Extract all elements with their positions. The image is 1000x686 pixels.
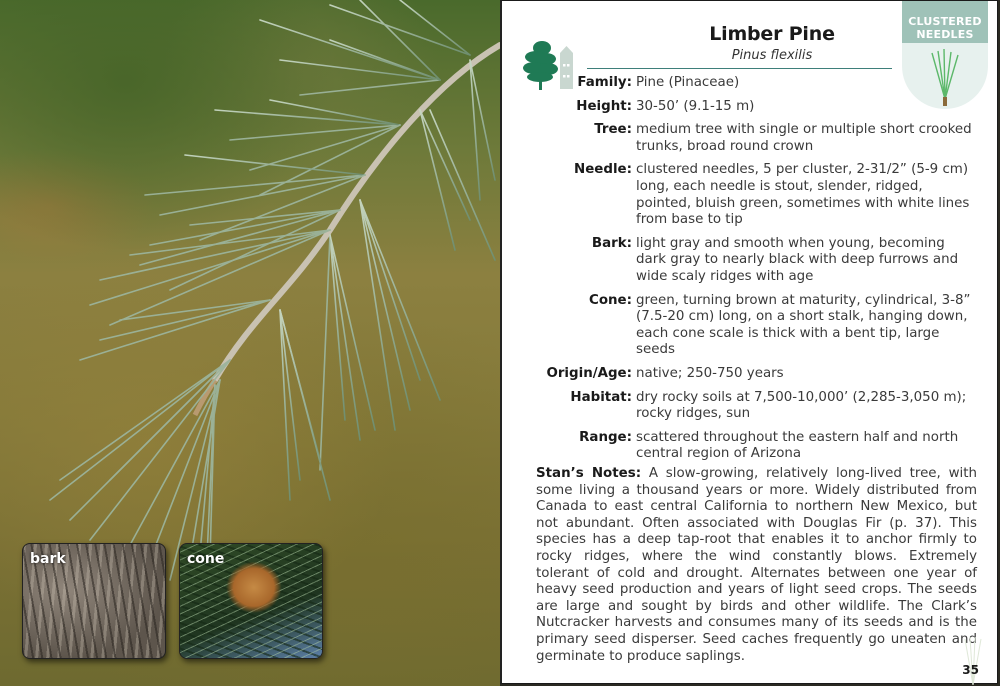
badge-label-line1: CLUSTERED bbox=[908, 15, 982, 28]
page-number: 35 bbox=[962, 663, 979, 677]
notes-label: Stan’s Notes: bbox=[536, 466, 642, 481]
fact-bark bbox=[502, 236, 982, 286]
fact-value: Pine (Pinaceae) bbox=[636, 75, 740, 90]
fact-height bbox=[502, 99, 982, 116]
badge-label bbox=[902, 1, 988, 43]
fact-habitat bbox=[502, 390, 982, 423]
cone-inset-photo bbox=[179, 543, 323, 659]
fact-label: Tree: bbox=[594, 122, 632, 138]
fact-list bbox=[502, 75, 982, 470]
fact-origin-age bbox=[502, 366, 982, 383]
fact-value: green, turning brown at maturity, cylindrical, 3-8” (7.5-20 cm) long, on a short stalk, hanging down, each cone scale is thick with a bent tip, large seeds bbox=[636, 292, 971, 358]
fact-value: clustered needles, 5 per cluster, 2-31/2” (5-9 cm) long, each needle is stout, slender, ridged, pointed, bluish green, sometimes with white lines from base to tip bbox=[636, 162, 970, 228]
fact-label: Origin/Age: bbox=[546, 365, 632, 381]
badge-label-line2: NEEDLES bbox=[916, 28, 974, 41]
latin-name: Pinus flexilis bbox=[731, 48, 813, 63]
notes-text: A slow-growing, relatively long-lived tree, with some living a thousand years or more. Widely distributed from Canada to east central California to northern New Mexico, but not abundant. Often associated with Douglas Fir (p. 37). This species has a deep tap-root that enables it to anchor firmly to rocky ridges, where the wind constantly blows. Extremely tolerant of cold and drought. Alternates between one year of heavy seed production and years of light seed crops. The seeds are large and sought by birds and other wildlife. The Clark’s Nutcracker harvests and consumes many of its seeds and is the primary seed disperser. Seed caches frequently go uneaten and germinate to produce saplings. bbox=[536, 466, 977, 664]
common-name-title: Limber Pine bbox=[709, 23, 835, 45]
fact-label: Height: bbox=[576, 98, 632, 114]
stans-notes bbox=[536, 466, 977, 665]
fact-value: native; 250-750 years bbox=[636, 365, 784, 381]
species-text-page bbox=[500, 0, 998, 684]
fact-needle bbox=[502, 162, 982, 228]
fact-label: Bark: bbox=[591, 235, 632, 251]
cone-inset-label: cone bbox=[187, 551, 225, 567]
fact-tree bbox=[502, 122, 982, 155]
fact-range bbox=[502, 430, 982, 463]
fact-label: Range: bbox=[579, 429, 632, 445]
fact-value: light gray and smooth when young, becoming dark gray to nearly black with deep furrows and wide scaly ridges with age bbox=[636, 235, 959, 284]
fact-family bbox=[502, 75, 982, 92]
bark-inset-photo bbox=[22, 543, 166, 659]
fact-value: scattered throughout the eastern half and north central region of Arizona bbox=[636, 429, 959, 462]
fact-value: 30-50’ (9.1-15 m) bbox=[636, 98, 755, 114]
fact-label: Needle: bbox=[574, 162, 632, 178]
fact-label: Family: bbox=[577, 75, 632, 90]
fact-value: dry rocky soils at 7,500-10,000’ (2,285-3,050 m); rocky ridges, sun bbox=[636, 389, 967, 422]
needles-decoration-icon bbox=[963, 637, 983, 685]
fact-cone bbox=[502, 293, 982, 359]
fact-value: medium tree with single or multiple short crooked trunks, broad round crown bbox=[636, 122, 972, 154]
fact-label: Habitat: bbox=[570, 389, 632, 405]
fact-label: Cone: bbox=[589, 292, 632, 308]
title-divider bbox=[587, 68, 892, 69]
bark-inset-label: bark bbox=[30, 551, 66, 567]
